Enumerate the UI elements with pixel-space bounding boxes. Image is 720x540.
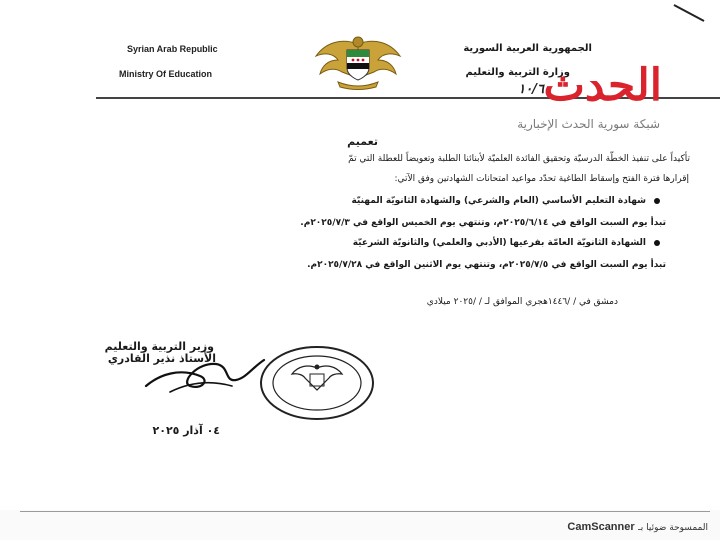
scanner-text: الممسوحة ضوئيا بـ [638, 523, 708, 533]
header-arabic-country: الجمهورية العربية السورية [463, 43, 592, 54]
reference-number: ١٠/٦ [518, 82, 544, 97]
watermark [474, 60, 686, 140]
header-arabic-ministry: وزارة التربية والتعليم [465, 67, 570, 78]
watermark-logo: الحدث [543, 60, 662, 111]
bullet-icon [654, 198, 660, 204]
list-item [353, 238, 660, 248]
minister-role: وزير التربية والتعليم [104, 340, 214, 353]
header-english-country: Syrian Arab Republic [127, 44, 218, 54]
handwritten-date: ٠٤ آذار ٢٠٢٥ [152, 424, 220, 437]
bullet-icon [654, 240, 660, 246]
watermark-subtitle: شبكة سورية الحدث الإخبارية [517, 117, 660, 131]
scanner-credit [567, 520, 708, 533]
item1-title: شهادة التعليم الأساسي (العام والشرعي) والشهادة الثانويّة المهنيّة [351, 196, 646, 206]
footer-divider [20, 511, 710, 512]
item1-dates: تبدأ يوم السبت الواقع في ٢٠٢٥/٦/١٤م، وتنتهي يوم الخميس الواقع في ٢٠٢٥/٧/٣م. [300, 218, 666, 228]
item2-title: الشهادة الثانويّة العامّة بفرعيها (الأدبي والعلمي) والثانويّة الشرعيّة [352, 238, 646, 248]
date-line: دمشق في / /١٤٤٦هجري الموافق لـ / /٢٠٢٥ ميلادي [426, 297, 618, 307]
syrian-emblem-icon [312, 34, 404, 90]
header-english-ministry: Ministry Of Education [119, 69, 213, 79]
minister-name: الأستاذ نذير القادري [107, 352, 216, 365]
item2-dates: تبدأ يوم السبت الواقع في ٢٠٢٥/٧/٥م، وتنتهي يوم الاثنين الواقع في ٢٠٢٥/٧/٢٨م. [307, 260, 666, 270]
document-title: تعميم [347, 135, 378, 148]
signature-icon [140, 346, 270, 396]
intro-line-2: إقرارها فترة الفتح وإسقاط الطاغية تحدّد مواعيد امتحانات الشهادتين وفق الآتي: [394, 174, 689, 184]
list-item [351, 196, 660, 206]
corner-mark [674, 4, 705, 22]
scanner-brand: CamScanner [567, 521, 635, 533]
intro-line-1: تأكيداً على تنفيذ الخطّة الدرسيّة وتحقيق الفائدة العلميّة لأبنائنا الطلبة وتعويضاً للعطلة التي تمّ [348, 154, 690, 164]
official-stamp [258, 344, 376, 422]
